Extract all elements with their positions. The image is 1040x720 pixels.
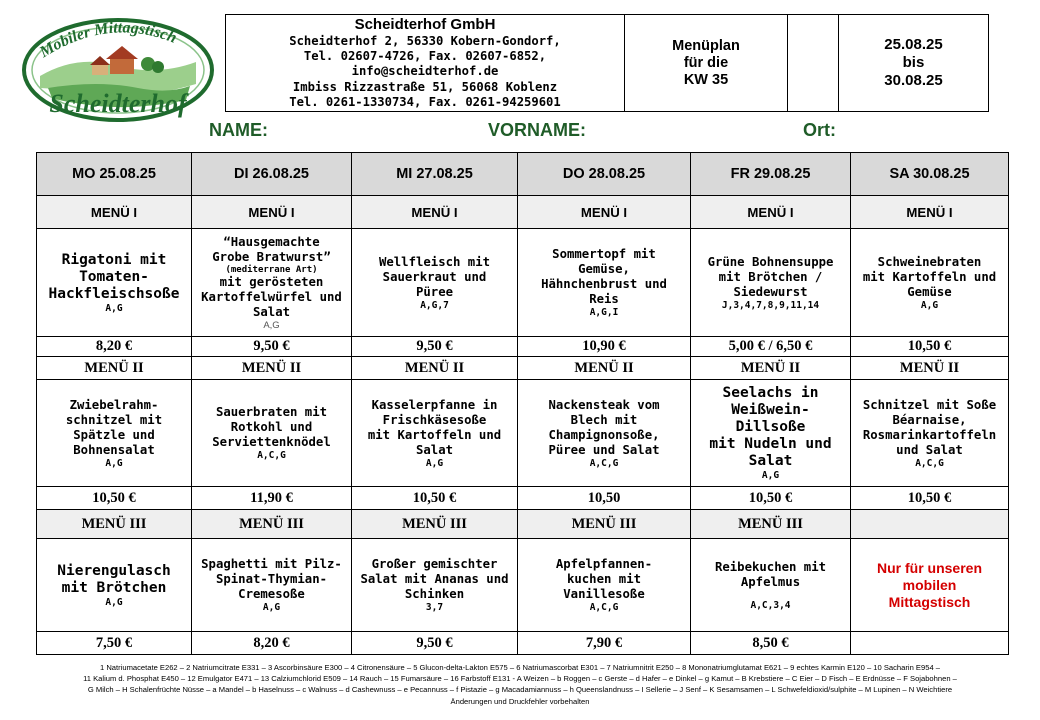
day-header: DI 26.08.25: [192, 153, 352, 196]
notice-line: Nur für unseren: [876, 559, 982, 576]
plan-week: KW 35: [683, 71, 729, 88]
company-address: Scheidterhof 2, 56330 Kobern-Gondorf,: [289, 34, 561, 48]
allergen-codes: A,C,G: [589, 602, 619, 613]
price-cell: 10,50 €: [851, 487, 1009, 510]
dish-cell: [192, 539, 352, 632]
dish-line: Hackfleischsoße: [48, 285, 180, 302]
allergen-codes: A,G: [105, 302, 123, 314]
dish-line: Seelachs in: [722, 385, 819, 401]
dish-cell: [352, 229, 518, 337]
mobile-only-note: [851, 539, 1009, 632]
dish-line: Spaghetti mit Pilz-: [201, 557, 342, 571]
header-box: [225, 14, 989, 112]
menu-label: MENÜ III: [192, 510, 352, 539]
menu-label: MENÜ I: [352, 196, 518, 229]
dish-line: “Hausgemachte: [223, 234, 320, 249]
dish-note: (mediterrane Art): [225, 264, 318, 275]
menu2-header-row: [37, 357, 1009, 380]
price-cell: 10,50 €: [352, 487, 518, 510]
dish-line: schnitzel mit: [65, 412, 163, 427]
dish-cell: [851, 229, 1009, 337]
price-cell: 7,90 €: [518, 632, 691, 655]
price-cell: 10,50 €: [37, 487, 192, 510]
dish-cell: [192, 380, 352, 487]
menu1-dish-row: [37, 229, 1009, 337]
dish-line: Kartoffelwürfel und: [201, 289, 342, 304]
dish-line: Zwiebelrahm-: [69, 397, 159, 412]
dish-line: Bohnensalat: [73, 442, 155, 457]
company-info: [226, 15, 625, 111]
menu-label: MENÜ II: [518, 357, 691, 380]
company-name: Scheidterhof GmbH: [354, 16, 496, 33]
dish-line: mit Nudeln und: [709, 436, 832, 452]
menu-label: MENÜ II: [352, 357, 518, 380]
allergen-codes: 3,7: [425, 602, 444, 613]
dish-line: Schweinebraten: [877, 254, 982, 269]
dish-line: mit Kartoffeln und: [367, 427, 502, 442]
dish-cell: [518, 380, 691, 487]
price-cell: 10,90 €: [518, 337, 691, 357]
dish-line: mit gerösteten: [219, 274, 324, 289]
spacer: [693, 590, 848, 600]
dish-line: Rigatoni mit: [61, 251, 167, 268]
dish-line: Salat: [252, 304, 291, 319]
menu-label: MENÜ I: [851, 196, 1009, 229]
dish-line: Wellfleisch mit: [378, 254, 491, 269]
menu-label: MENÜ II: [691, 357, 851, 380]
dish-cell: [518, 539, 691, 632]
menu-label: MENÜ I: [37, 196, 192, 229]
dish-line: Cremesoße: [238, 587, 305, 601]
dish-line: Nierengulasch: [57, 562, 171, 579]
legend-line: G Milch – H Schalenfrüchte Nüsse – a Mandel – b Haselnuss – c Walnuss – d Cashewnuss – e Pecannuss – f Pistazie – g Macadamiannuss – h Queenslandnuss – I Sellerie – J Senf – K Sesamsamen – L Schwefeldioxid/sulphite – M Lupinen – N Weichtiere: [87, 685, 953, 695]
dish-line: Püree und Salat: [548, 442, 660, 457]
price-cell: 7,50 €: [37, 632, 192, 655]
dish-line: kuchen mit: [566, 572, 642, 586]
dish-line: Schinken: [404, 587, 465, 601]
allergen-codes: A,G: [262, 602, 281, 613]
logo-graphic: [18, 14, 218, 124]
dish-line: Sauerkraut und: [382, 269, 487, 284]
dish-cell: [352, 539, 518, 632]
dish-cell: [37, 229, 192, 337]
disclaimer: Änderungen und Druckfehler vorbehalten: [450, 696, 590, 706]
dish-line: Püree: [415, 284, 454, 299]
dish-line: Rotkohl und: [230, 420, 313, 434]
dish-line: Spinat-Thymian-: [215, 572, 328, 586]
company-phone-fax: Tel. 02607-4726, Fax. 02607-6852,: [303, 49, 547, 64]
dish-line: Grüne Bohnensuppe: [707, 254, 834, 269]
allergen-codes: A,C,G: [915, 457, 944, 469]
dish-line: Salat: [415, 442, 454, 457]
price-cell: 9,50 €: [352, 632, 518, 655]
allergen-codes: A,C,G: [257, 450, 286, 461]
notice-line: Mittagstisch: [888, 593, 971, 610]
plan-title: [625, 15, 788, 111]
days-row: [37, 153, 1009, 196]
price-cell: 11,90 €: [192, 487, 352, 510]
price-cell: 10,50: [518, 487, 691, 510]
allergen-codes: J,3,4,7,8,9,11,14: [721, 299, 820, 311]
day-header: MO 25.08.25: [37, 153, 192, 196]
customer-form-line: [0, 120, 1040, 142]
price-cell: 8,20 €: [37, 337, 192, 357]
allergen-codes: A,C,G: [589, 457, 619, 469]
dish-line: Sommertopf mit: [552, 247, 656, 261]
menu1-price-row: [37, 337, 1009, 357]
dish-line: Rosmarinkartoffeln: [862, 427, 997, 442]
menu-label: MENÜ III: [518, 510, 691, 539]
allergen-legend: [30, 662, 1010, 707]
imbiss-phone-fax: Tel. 0261-1330734, Fax. 0261-94259601: [289, 94, 561, 109]
allergen-codes: A,G: [761, 470, 780, 481]
menu-table: [36, 152, 1009, 655]
dish-line: Frischkäsesoße: [382, 412, 487, 427]
legend-line: 11 Kalium d. Phosphat E450 – 12 Emulgator E471 – 13 Calziumchlorid E509 – 14 Rauch – 15 Fumarsäure – 16 Farbstoff E131 - A Weizen – b Roggen – c Gerste – d Hafer – e Dinkel – g Kamut – B Krebstiere – C Eier – D Fisch – E Erdnüsse – F Sojabohnen –: [83, 674, 957, 684]
menu-label: MENÜ I: [518, 196, 691, 229]
dish-cell: [691, 380, 851, 487]
price-cell: 10,50 €: [851, 337, 1009, 357]
allergen-codes: A,G: [425, 457, 444, 469]
notice-line: mobilen: [902, 576, 957, 593]
dish-line: Siedewurst: [733, 284, 808, 299]
dish-cell: [37, 539, 192, 632]
legend-line: 1 Natriumacetate E262 – 2 Natriumcitrate E331 – 3 Ascorbinsäure E300 – 4 Citronensäure – 5 Glucon-delta-Lakton E575 – 6 Natriumascorbat E301 – 7 Natriumnitrit E250 – 8 Mononatriumglutamat E621 – 9 echtes Karmin E120 – 10 Sacharin E954 –: [99, 663, 940, 672]
dish-line: Hähnchenbrust und: [541, 277, 667, 291]
menu-label: MENÜ III: [37, 510, 192, 539]
date-from: 25.08.25: [884, 36, 943, 53]
day-header: SA 30.08.25: [851, 153, 1009, 196]
dish-line: Gemüse,: [578, 262, 630, 276]
menu-label-empty: [851, 510, 1009, 539]
vorname-label: VORNAME:: [488, 120, 586, 140]
menu1-header-row: [37, 196, 1009, 229]
dish-cell: [518, 229, 691, 337]
menu2-dish-row: [37, 380, 1009, 487]
menu3-dish-row: [37, 539, 1009, 632]
menu-label: MENÜ I: [691, 196, 851, 229]
dish-cell: [352, 380, 518, 487]
dish-line: mit Brötchen /: [718, 269, 823, 284]
plan-line-2: für die: [683, 54, 729, 71]
dish-line: Sauerbraten mit: [215, 405, 328, 419]
dish-cell: [192, 229, 352, 337]
dish-line: Grobe Bratwurst”: [212, 249, 331, 264]
dish-line: Salat: [748, 453, 793, 469]
day-header: MI 27.08.25: [352, 153, 518, 196]
date-to: 30.08.25: [884, 72, 943, 89]
dish-line: Tomaten-: [79, 268, 149, 285]
dish-cell: [691, 229, 851, 337]
menu-label: MENÜ I: [192, 196, 352, 229]
allergen-codes: A,G,7: [420, 299, 449, 311]
dish-line: Großer gemischter: [371, 557, 498, 571]
logo-script-text: Scheidterhof: [49, 89, 187, 118]
date-separator: bis: [902, 54, 925, 71]
price-cell: 8,20 €: [192, 632, 352, 655]
dish-line: Salat mit Ananas und: [360, 572, 509, 586]
dish-line: Reibekuchen mit: [714, 559, 827, 574]
allergen-codes: A,G: [105, 596, 123, 608]
name-label: NAME:: [209, 120, 268, 140]
dish-line: Spätzle und: [73, 427, 155, 442]
dish-line: Champignonsoße,: [548, 427, 660, 442]
day-header: FR 29.08.25: [691, 153, 851, 196]
ort-label: Ort:: [803, 120, 836, 140]
allergen-codes: A,C,3,4: [750, 599, 791, 611]
day-header: DO 28.08.25: [518, 153, 691, 196]
price-cell: [851, 632, 1009, 655]
dish-line: Schnitzel mit Soße: [862, 397, 997, 412]
dish-line: Blech mit: [570, 412, 638, 427]
dish-cell: [37, 380, 192, 487]
dish-line: Vanillesoße: [563, 587, 645, 601]
menu-label: MENÜ II: [37, 357, 192, 380]
dish-line: mit Kartoffeln und: [862, 269, 997, 284]
dish-line: Weißwein-: [731, 402, 810, 418]
price-cell: 8,50 €: [691, 632, 851, 655]
dish-line: mit Brötchen: [61, 579, 167, 596]
price-cell: 10,50 €: [691, 487, 851, 510]
menu-label: MENÜ III: [691, 510, 851, 539]
dish-line: Dillsoße: [735, 419, 806, 435]
menu-label: MENÜ III: [352, 510, 518, 539]
plan-line-1: Menüplan: [672, 37, 740, 54]
price-cell: 5,00 € / 6,50 €: [691, 337, 851, 357]
dish-line: Apfelmus: [740, 574, 801, 589]
dish-line: Reis: [589, 292, 619, 306]
dish-line: Serviettenknödel: [212, 435, 331, 449]
dish-line: und Salat: [896, 442, 963, 457]
menu2-price-row: [37, 487, 1009, 510]
allergen-codes: A,G: [920, 299, 939, 311]
dish-line: Apfelpfannen-: [555, 557, 653, 571]
company-email: info@scheidterhof.de: [351, 64, 499, 79]
menu-label: MENÜ II: [192, 357, 352, 380]
date-range: [839, 15, 988, 111]
dish-cell: [851, 380, 1009, 487]
imbiss-address: Imbiss Rizzastraße 51, 56068 Koblenz: [292, 79, 558, 94]
dish-cell: [691, 539, 851, 632]
company-logo: [18, 14, 218, 124]
dish-line: Gemüse: [907, 284, 952, 299]
menu3-price-row: [37, 632, 1009, 655]
menu-label: MENÜ II: [851, 357, 1009, 380]
price-cell: 9,50 €: [352, 337, 518, 357]
price-cell: 9,50 €: [192, 337, 352, 357]
dish-line: Nackensteak vom: [548, 397, 660, 412]
menu3-header-row: [37, 510, 1009, 539]
dish-line: Béarnaise,: [892, 412, 967, 427]
header-blank-cell: [788, 15, 839, 111]
logo-top-text: Mobiler Mittagstisch: [36, 19, 179, 62]
allergen-codes: A,G: [105, 457, 123, 469]
allergen-codes: A,G,I: [589, 307, 619, 318]
dish-line: Kasselerpfanne in: [371, 397, 498, 412]
allergen-codes: A,G: [263, 319, 280, 331]
